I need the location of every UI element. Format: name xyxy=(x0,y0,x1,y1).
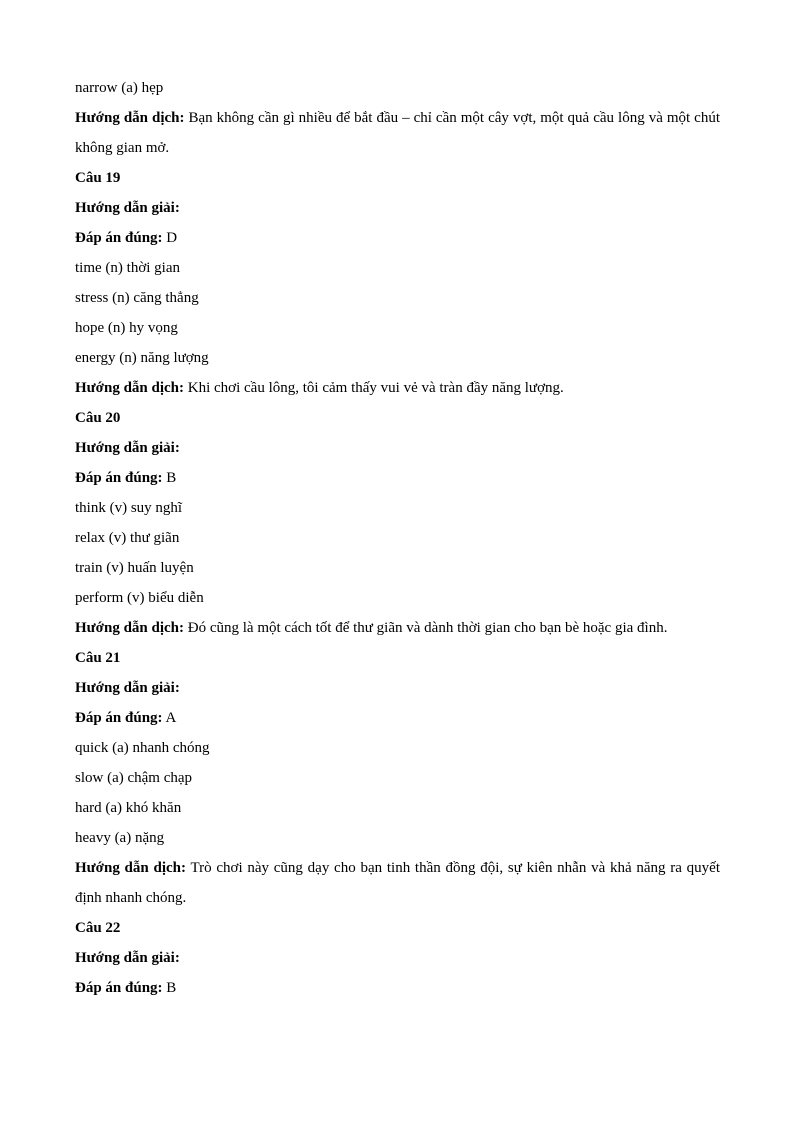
translation-label: Hướng dẫn dịch: xyxy=(75,380,185,396)
question-title: Câu 21 xyxy=(75,650,121,666)
translation-label: Hướng dẫn dịch: xyxy=(75,110,185,126)
document-page xyxy=(75,73,720,1003)
answer-line xyxy=(75,703,720,733)
question-title: Câu 22 xyxy=(75,920,121,936)
translation-paragraph xyxy=(75,373,720,403)
solution-label: Hướng dẫn giải: xyxy=(75,680,180,696)
vocab-line: train (v) huấn luyện xyxy=(75,560,194,576)
answer-label: Đáp án đúng: xyxy=(75,470,163,486)
vocab-line: hard (a) khó khăn xyxy=(75,800,182,816)
vocab-line: relax (v) thư giãn xyxy=(75,530,180,546)
answer-label: Đáp án đúng: xyxy=(75,230,163,246)
answer-value: B xyxy=(166,470,177,486)
translation-paragraph xyxy=(75,103,720,163)
translation-text: Trò chơi này cũng dạy cho bạn tinh thần đồng đội, sự kiên nhẫn và khả năng ra quyết định nhanh chóng. xyxy=(75,860,721,906)
vocab-line: think (v) suy nghĩ xyxy=(75,500,183,516)
vocab-line: quick (a) nhanh chóng xyxy=(75,740,210,756)
answer-value: A xyxy=(165,710,177,726)
vocab-line: perform (v) biểu diễn xyxy=(75,590,204,606)
vocab-line: heavy (a) nặng xyxy=(75,830,165,846)
answer-label: Đáp án đúng: xyxy=(75,710,163,726)
translation-paragraph xyxy=(75,613,720,643)
answer-line xyxy=(75,223,720,253)
answer-line xyxy=(75,463,720,493)
translation-label: Hướng dẫn dịch: xyxy=(75,620,185,636)
translation-text: Đó cũng là một cách tốt để thư giãn và dành thời gian cho bạn bè hoặc gia đình. xyxy=(187,620,668,636)
vocab-line: energy (n) năng lượng xyxy=(75,350,209,366)
answer-value: D xyxy=(166,230,178,246)
question-title: Câu 19 xyxy=(75,170,121,186)
question-title: Câu 20 xyxy=(75,410,121,426)
translation-text: Bạn không cần gì nhiều để bắt đầu – chỉ cần một cây vợt, một quả cầu lông và một chút không gian mở. xyxy=(75,110,721,156)
translation-text: Khi chơi cầu lông, tôi cảm thấy vui vẻ và tràn đầy năng lượng. xyxy=(187,380,564,396)
vocab-line: slow (a) chậm chạp xyxy=(75,770,193,786)
vocab-line: stress (n) căng thẳng xyxy=(75,290,199,306)
solution-label: Hướng dẫn giải: xyxy=(75,440,180,456)
answer-line xyxy=(75,973,720,1003)
vocab-line: hope (n) hy vọng xyxy=(75,320,178,336)
answer-value: B xyxy=(166,980,177,996)
translation-paragraph xyxy=(75,853,720,913)
vocab-line: time (n) thời gian xyxy=(75,260,180,276)
solution-label: Hướng dẫn giải: xyxy=(75,200,180,216)
answer-label: Đáp án đúng: xyxy=(75,980,163,996)
translation-label: Hướng dẫn dịch: xyxy=(75,860,186,876)
vocab-line: narrow (a) hẹp xyxy=(75,80,164,96)
solution-label: Hướng dẫn giải: xyxy=(75,950,180,966)
